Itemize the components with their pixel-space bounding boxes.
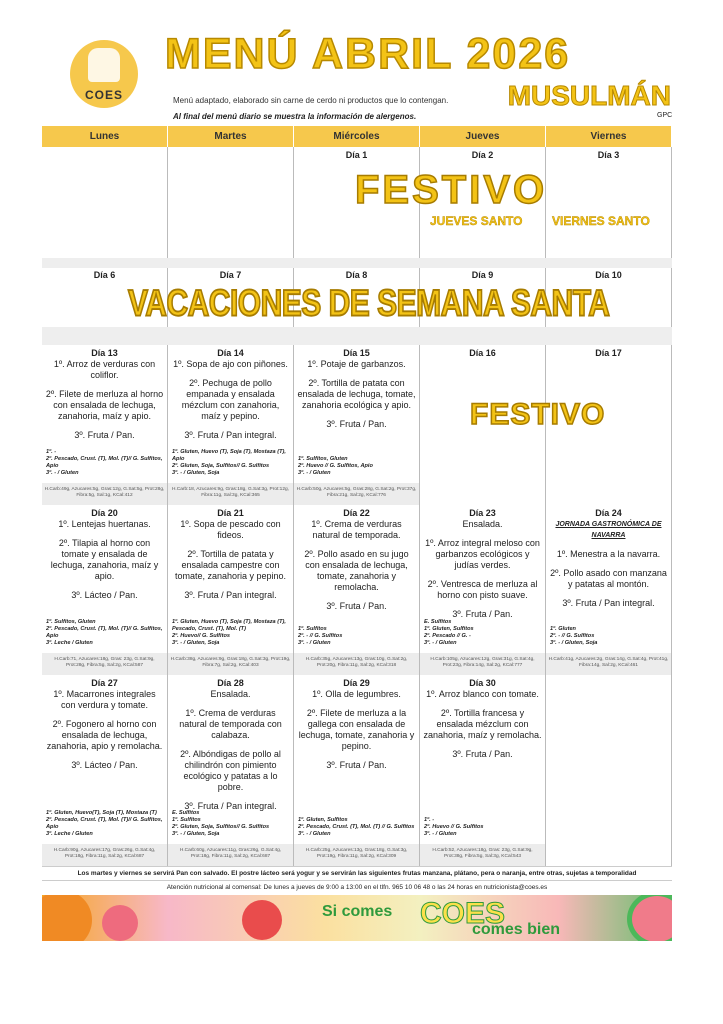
menu-grid — [42, 126, 672, 866]
nutrition-info: H.Carb:25g, Azucares:13g, Gras:18g, G.Sat:3g, Prot:19g, Fibra:11g, Sal:2g, KCal:309 — [294, 844, 419, 866]
dish: 3º. Fruta / Pan integral. — [562, 598, 655, 608]
dish: 3º. Fruta / Pan. — [452, 609, 513, 619]
orange-icon — [42, 895, 92, 941]
slogan-banner — [42, 895, 672, 941]
day-cell — [294, 345, 420, 505]
dish: 1º. Crema de verduras natural de temporada. — [311, 519, 402, 540]
day-number: Día 1 — [345, 150, 368, 160]
dish: Ensalada. — [462, 519, 503, 529]
nutrition-info: H.Carb:38g, Azucares:9g, Gras:18g, G.Sat:3g, Prot:19g, Fibra:7g, Sal:2g, KCal:403 — [168, 653, 293, 675]
allergens: 1º. Gluten 2º. - // G. Sulfitos 3º. - / Gluten, Soja — [550, 626, 598, 646]
day-header: Martes — [168, 126, 294, 147]
apple-icon — [242, 900, 282, 940]
watermelon-slice-icon — [627, 895, 672, 941]
dish: 1º. Olla de legumbres. — [312, 689, 401, 699]
note-allergens: Al final del menú diario se muestra la información de alergenos. — [173, 112, 417, 121]
dish: 3º. Fruta / Pan. — [74, 430, 135, 440]
dish: 1º. Menestra a la navarra. — [556, 549, 661, 559]
day-cell — [294, 675, 420, 866]
dish: 3º. Lácteo / Pan. — [71, 590, 138, 600]
dish: 2º. Pollo asado con manzana y patatas al montón. — [550, 568, 667, 589]
dish: 1º. Arroz de verduras con coliflor. — [53, 359, 156, 380]
day-number: Día 8 — [345, 270, 368, 280]
day-cell — [42, 147, 168, 267]
day-number: Día 6 — [93, 270, 116, 280]
dish: 2º. Tortilla de patata y ensalada campestre con tomate, zanahoria y pepino. — [174, 549, 287, 581]
dish: 1º. Macarrones integrales con verdura y tomate. — [53, 689, 156, 710]
day-cell — [294, 505, 420, 675]
dish: 2º. Ventresca de merluza al horno con pisto suave. — [427, 579, 538, 600]
vacaciones-banner: VACACIONES DE SEMANA SANTA — [128, 282, 610, 324]
day-header: Miércoles — [294, 126, 420, 147]
day-number: Día 16 — [469, 348, 496, 358]
nutrition-info: H.Carb:71, Azucares:18g, Gras: 23g, G.Sat:9g, Prot:28g, Fibra:5g, Sal:2g, KCal:587 — [42, 653, 167, 675]
dish: 1º. Crema de verduras natural de temporada con calabaza. — [179, 708, 282, 740]
dish: 3º. Fruta / Pan integral. — [184, 590, 277, 600]
nutrition-info: H.Carb:49g, Azucares:5g, Gras:12g, G.Sat:5g, Prot:28g, Fibra:5g, Sal:1g, KCal:412 — [42, 483, 167, 505]
footer-contact: Atención nutricional al comensal: De lunes a jueves de 9:00 a 13:00 en el tlfn. 965 10 06 48 o las 24 horas en nutricionista@coes.es — [166, 884, 548, 891]
dish: 1º. Potaje de garbanzos. — [307, 359, 406, 369]
slogan-part2: comes bien — [472, 921, 561, 938]
day-number: Día 21 — [217, 508, 244, 518]
day-cell — [546, 147, 672, 267]
day-cell — [420, 675, 546, 866]
nutrition-info: H.Carb:50g, Azucares:5g, Gras:28g, G.Sat:2g, Prot:37g, Fibra:21g, Sal:2g, KCal:776 — [294, 483, 419, 505]
dish: 3º. Lácteo / Pan. — [71, 760, 138, 770]
day-number: Día 15 — [343, 348, 370, 358]
day-cell — [546, 675, 672, 866]
allergens: 1º. Sulfitos, Gluten 2º. Pescado, Crust. (T), Mol. (T)// G. Sulfitos, Apio 3º. Leche / Gluten — [46, 619, 163, 646]
festivo-banner-2: FESTIVO — [470, 398, 606, 431]
dish: 2º. Tortilla de patata con ensalada de lechuga, tomate, zanahoria ecológica y apio. — [297, 378, 416, 410]
day-number: Día 22 — [343, 508, 370, 518]
day-number: Día 23 — [469, 508, 496, 518]
day-cell — [42, 505, 168, 675]
dish: 2º. Pechuga de pollo empanada y ensalada mézclum con zanahoria, maíz y pepino. — [181, 378, 280, 421]
day-cell — [420, 505, 546, 675]
day-number: Día 24 — [595, 508, 622, 518]
allergens: 1º. Sulfitos, Gluten 2º. Huevo // G. Sulfitos, Apio 3º. - / Gluten — [298, 456, 373, 476]
day-header: Viernes — [546, 126, 672, 147]
day-header: Jueves — [420, 126, 546, 147]
day-number: Día 27 — [91, 678, 118, 688]
nutrition-info: H.Carb:90g, Azucares:17g, Gras:26g, G.Sat:4g, Prot:18g, Fibra:11g, Sal:2g, KCal:687 — [42, 844, 167, 866]
nutrition-info: H.Carb:52, Azucares:18g, Gras: 23g, G.Sat:9g, Prot:38g, Fibra:5g, Sal:3g, KCal:543 — [420, 844, 545, 866]
nutrition-info: H.Carb:18, Azucares:9g, Gras:18g, G.Sat:3g, Prot:12g, Fibra:11g, Sal:3g, KCal:365 — [168, 483, 293, 505]
row-separator — [42, 327, 672, 345]
nutrition-info: H.Carb:60g, Azucares:11g, Gras:26g, G.Sat:4g, Prot:18g, Fibra:11g, Sal:2g, KCal:687 — [168, 844, 293, 866]
day-number: Día 3 — [597, 150, 620, 160]
dish: Ensalada. — [210, 689, 251, 699]
day-number: Día 9 — [471, 270, 494, 280]
dish: 2º. Filete de merluza a la gallega con ensalada de lechuga, tomate, zanahoria y pepino. — [298, 708, 415, 751]
dish: 1º. Sopa de pescado con fideos. — [180, 519, 281, 540]
slogan-coes: COES — [420, 897, 506, 930]
jueves-santo: JUEVES SANTO — [430, 214, 523, 228]
footer-note: Los martes y viernes se servirá Pan con salvado. El postre lácteo será yogur y se servirán las siguientes frutas manzana, plátano, pera o naranja, entre otras, sujetas a temporalidad — [42, 866, 672, 881]
dish: 2º. Albóndigas de pollo al chilindrón con pimiento ecológico y patatas a lo pobre. — [180, 749, 281, 792]
dish: 2º. Pollo asado en su jugo con ensalada de lechuga, tomate, zanahoria y remolacha. — [304, 549, 409, 592]
day-number: Día 29 — [343, 678, 370, 688]
nutrition-info: H.Carb:35g, Azucares:13g, Gras:10g, G.Sat:2g, Prot:20g, Fibra:11g, Sal:2g, KCal:318 — [294, 653, 419, 675]
chef-icon — [88, 48, 120, 82]
day-number: Día 2 — [471, 150, 494, 160]
day-number: Día 10 — [595, 270, 622, 280]
dish: 3º. Fruta / Pan. — [452, 749, 513, 759]
day-cell — [546, 505, 672, 675]
code-label: GPC — [657, 112, 673, 119]
festivo-banner: FESTIVO — [355, 168, 548, 212]
allergens: 1º. Gluten, Huevo(T), Soja (T), Mostaza (T) 2º. Pescado, Crust. (T), Mol. (T)// G. Sulfitos, Apio 3º. Leche / Gluten — [46, 810, 163, 837]
dish: 2º. Filete de merluza al horno con ensalada de lechuga, zanahoria, maíz y apio. — [45, 389, 164, 421]
nutrition-info: H.Carb:41g, Azucares:2g, Gras:14g, G.Sat:4g, Prot:41g, Fibra:14g, Sal:2g, KCal:461 — [546, 653, 671, 675]
day-header: Lunes — [42, 126, 168, 147]
allergens: 1º. Sulfitos 2º. - // G. Sulfitos 3º. - / Gluten — [298, 626, 343, 646]
note-adapted: Menú adaptado, elaborado sin carne de cerdo ni productos que lo contengan. — [173, 96, 449, 105]
page-title: MENÚ ABRIL 2026 — [165, 30, 571, 78]
dish: 1º. Arroz integral meloso con garbanzos ecológicos y judías verdes. — [425, 538, 540, 570]
day-number: Día 7 — [219, 270, 242, 280]
allergens: E. Sulfitos 1º. Sulfitos 2º. Gluten, Soja, Sulfitos// G. Sulfitos 3º. - / Gluten, Soja — [172, 810, 270, 837]
watermelon-icon — [102, 905, 138, 941]
dish: 3º. Fruta / Pan. — [326, 419, 387, 429]
day-cell — [42, 675, 168, 866]
dish: 3º. Fruta / Pan. — [326, 601, 387, 611]
nutrition-info: H.Carb:105g, Azucares:12g, Gras:31g, G.Sat:4g, Prot:23g, Fibra:14g, Sal:2g, KCal:777 — [420, 653, 545, 675]
day-number: Día 17 — [595, 348, 622, 358]
allergens: 1º. - 2º. Huevo // G. Sulfitos 3º. - / Gluten — [424, 817, 484, 837]
allergens: 1º. - 2º. Pescado, Crust. (T), Mol. (T)// G. Sulfitos, Apio 3º. - / Gluten — [46, 449, 163, 476]
day-cell — [168, 147, 294, 267]
row-separator — [42, 258, 672, 268]
allergens: 1º. Gluten, Huevo (T), Soja (T), Mostaza (T), Pescado, Crust. (T), Mol. (T) 2º. Huevo// G. Sulfitos 3º. - / Gluten, Soja — [172, 619, 286, 646]
dish: 2º. Tilapia al horno con tomate y ensalada de lechuga, zanahoria, maíz y apio. — [50, 538, 159, 581]
dish: 3º. Fruta / Pan integral. — [184, 801, 277, 811]
day-cell — [168, 505, 294, 675]
menu-type: MUSULMÁN — [507, 80, 671, 111]
dish: 2º. Tortilla francesa y ensalada mézclum con zanahoria, maíz y remolacha. — [423, 708, 542, 740]
dish: 1º. Sopa de ajo con piñones. — [173, 359, 288, 369]
dish: JORNADA GASTRONÓMICA DE NAVARRA — [555, 521, 662, 539]
allergens: 1º. Gluten, Huevo (T), Soja (T), Mostaza (T), Apio 2º. Gluten, Soja, Sulfitos// G. Sulfitos 3º. - / Gluten, Soja — [172, 449, 286, 476]
slogan-part1: Si comes — [322, 903, 393, 920]
dish: 3º. Fruta / Pan. — [326, 760, 387, 770]
day-number: Día 13 — [91, 348, 118, 358]
viernes-santo: VIERNES SANTO — [552, 214, 650, 228]
logo-text: COES — [84, 88, 123, 102]
dish: 3º. Fruta / Pan integral. — [184, 430, 277, 440]
day-cell — [168, 345, 294, 505]
day-number: Día 30 — [469, 678, 496, 688]
day-cell — [168, 675, 294, 866]
day-number: Día 20 — [91, 508, 118, 518]
day-number: Día 28 — [217, 678, 244, 688]
allergens: E. Sulfitos 1º. Gluten, Sulfitos 2º. Pescado // G. - 3º. - / Gluten — [424, 619, 474, 646]
coes-logo — [70, 40, 138, 108]
dish: 1º. Arroz blanco con tomate. — [426, 689, 539, 699]
dish: 2º. Fogonero al horno con ensalada de lechuga, zanahoria, apio y remolacha. — [46, 719, 163, 751]
day-cell — [42, 345, 168, 505]
allergens: 1º. Gluten, Sulfitos 2º. Pescado, Crust. (T), Mol. (T) // G. Sulfitos 3º. - / Gluten — [298, 817, 415, 837]
dish: 1º. Lentejas huertanas. — [58, 519, 151, 529]
day-number: Día 14 — [217, 348, 244, 358]
